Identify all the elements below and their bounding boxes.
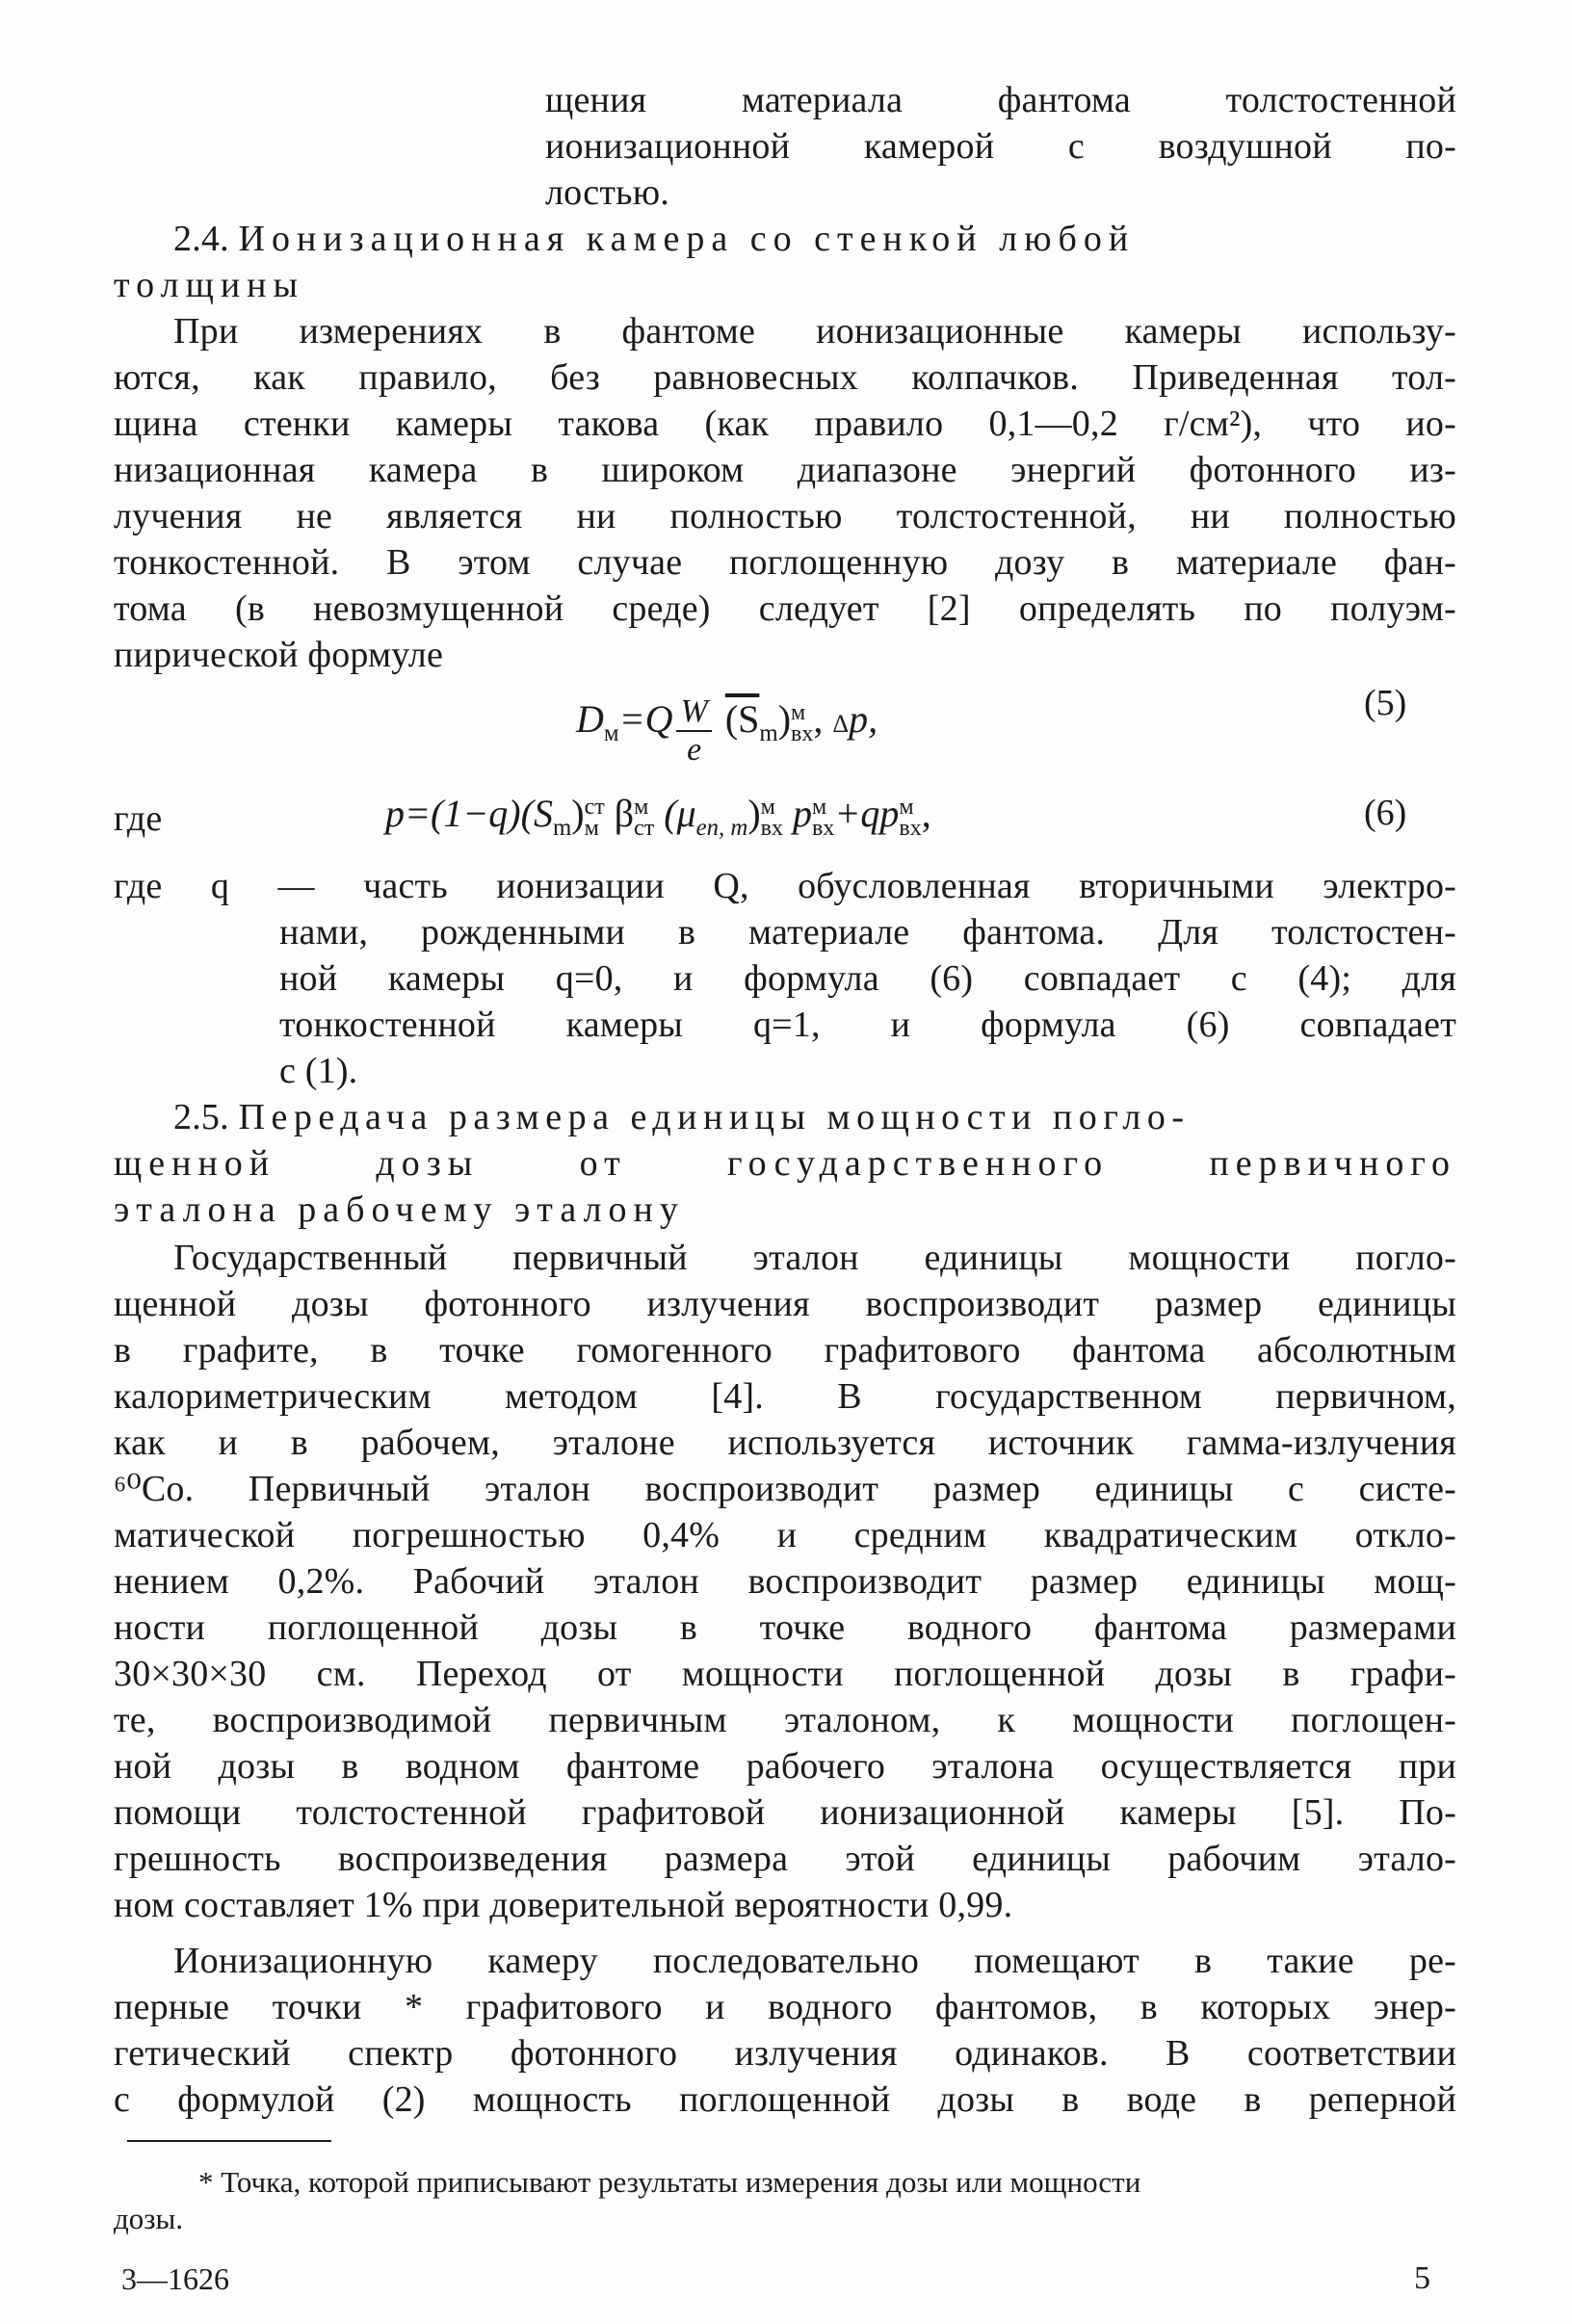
para-2-4-line-7: тома (в невозмущенной среде) следует [2] определять по полуэм- xyxy=(114,588,1456,629)
para-2-4-line-1: При измерениях в фантоме ионизационные камеры использу- xyxy=(173,311,1456,352)
top-line-3: лостью. xyxy=(545,172,670,213)
eq5-s-sup: м xyxy=(791,700,806,725)
eq6-mu-sub2: вх xyxy=(760,815,784,841)
eq6-beta-sup: м xyxy=(634,794,649,820)
eq6-s-scripts xyxy=(585,796,605,839)
equation-5-number: (5) xyxy=(1364,683,1407,723)
eq6-comma: , xyxy=(921,792,931,835)
eq5-stopping-power: (S xyxy=(724,697,760,742)
section-2-4-heading xyxy=(173,216,1456,262)
where-q-line-1: где q — часть ионизации Q, обусловленная вторичными электро- xyxy=(114,866,1456,906)
equation-5 xyxy=(576,686,878,768)
para-2-5a-line-13: помощи толстостенной графитовой ионизационной камеры [5]. По- xyxy=(114,1792,1456,1833)
eq6-main: p=(1−q)(S xyxy=(385,792,553,835)
para-2-5a-line-3: в графите, в точке гомогенного графитового фантома абсолютным xyxy=(114,1330,1456,1371)
eq6-p1-scripts xyxy=(812,796,834,839)
section-2-4-title-line2: толщины xyxy=(114,265,305,305)
where-q-line-2: нами, рожденными в материале фантома. Для толстостен- xyxy=(279,912,1456,953)
eq6-p2-scripts xyxy=(899,796,921,839)
para-2-4-line-2: ются, как правило, без равновесных колпачков. Приведенная тол- xyxy=(114,357,1456,398)
eq6-s-sub: m xyxy=(552,815,572,841)
eq5-delta: Δ xyxy=(832,710,850,739)
eq6-beta-scripts xyxy=(634,796,654,839)
eq5-equals-q: =Q xyxy=(618,697,673,742)
para-2-5a-line-1: Государственный первичный эталон единицы мощности погло- xyxy=(173,1238,1456,1278)
para-2-5a-line-12: ной дозы в водном фантоме рабочего эталона осуществляется при xyxy=(114,1746,1456,1787)
section-2-5-title-line2: щенной дозы от государственного первичного xyxy=(114,1143,1456,1184)
eq6-mu-scripts xyxy=(761,796,783,839)
para-2-5a-line-15: ном составляет 1% при доверительной вероятности 0,99. xyxy=(114,1885,1013,1925)
para-2-5a-line-4: калориметрическим методом [4]. В государственном первичном, xyxy=(114,1376,1456,1417)
eq5-s-scripts xyxy=(791,702,813,744)
para-2-5a-line-9: ности поглощенной дозы в точке водного фантома размерами xyxy=(114,1607,1456,1648)
para-2-4-line-4: низационная камера в широком диапазоне энергий фотонного из- xyxy=(114,450,1456,490)
eq5-s-sub: m xyxy=(759,720,778,747)
para-2-4-line-8: пирической формуле xyxy=(114,635,444,675)
eq6-p2-sub: вх xyxy=(899,815,922,841)
eq6-p1-sup: м xyxy=(812,794,827,820)
footnote-rule xyxy=(127,2140,331,2142)
section-2-5-number: 2.5. xyxy=(173,1097,229,1137)
para-2-5a-line-10: 30×30×30 см. Переход от мощности поглощенной дозы в графи- xyxy=(114,1654,1456,1694)
eq6-p2-sup: м xyxy=(899,794,914,820)
para-2-5a-line-14: грешность воспроизведения размера этой единицы рабочим этало- xyxy=(114,1839,1456,1879)
para-2-5b-line-1: Ионизационную камеру последовательно помещают в такие ре- xyxy=(173,1941,1456,1981)
section-2-4-number: 2.4. xyxy=(173,219,229,259)
eq5-comma: , xyxy=(813,697,833,742)
equation-6 xyxy=(385,790,931,852)
eq6-beta-sub: ст xyxy=(634,815,655,841)
para-2-5b-line-4: с формулой (2) мощность поглощенной дозы в воде в реперной xyxy=(114,2079,1456,2120)
print-code: 3—1626 xyxy=(121,2261,229,2296)
eq5-numerator: W xyxy=(676,693,711,732)
top-line-2: ионизационной камерой с воздушной по- xyxy=(545,126,1456,167)
para-2-5a-line-5: как и в рабочем, эталоне используется источник гамма-излучения xyxy=(114,1423,1456,1463)
eq6-p1-sub: вх xyxy=(812,815,835,841)
eq6-where-label: где xyxy=(114,798,163,839)
footnote-line-1: * Точка, которой приписывают результаты измерения дозы или мощности xyxy=(198,2165,1141,2199)
para-2-5a-line-7: матической погрешностью 0,4% и средним квадратическим откло- xyxy=(114,1515,1456,1555)
equation-6-number: (6) xyxy=(1364,793,1407,833)
top-line-1: щения материала фантома толстостенной xyxy=(545,80,1456,120)
eq5-dose-sub: м xyxy=(603,720,619,747)
where-q-line-4: тонкостенной камеры q=1, и формула (6) совпадает xyxy=(279,1005,1456,1045)
where-q-line-3: ной камеры q=0, и формула (6) совпадает с (4); для xyxy=(279,958,1456,999)
eq6-s-close: ) xyxy=(571,792,585,835)
page-number: 5 xyxy=(1414,2260,1430,2296)
eq5-fraction xyxy=(676,693,711,769)
para-2-4-line-5: лучения не является ни полностью толстостенной, ни полностью xyxy=(114,496,1456,536)
eq6-mu-sub: en, m xyxy=(695,815,748,841)
eq5-denominator: e xyxy=(687,732,702,768)
section-2-5-title-line3: эталона рабочему эталону xyxy=(114,1189,685,1230)
para-2-5a-line-11: те, воспроизводимой первичным эталоном, к мощности поглощен- xyxy=(114,1700,1456,1740)
para-2-5a-line-2: щенной дозы фотонного излучения воспроизводит размер единицы xyxy=(114,1284,1456,1324)
eq5-s-close: ) xyxy=(777,697,792,742)
section-2-5-title-line1: Передача размера единицы мощности погло- xyxy=(238,1097,1191,1137)
eq6-p1: p xyxy=(783,792,813,835)
eq5-s-sub2: вх xyxy=(791,721,814,746)
para-2-5a-line-8: нением 0,2%. Рабочий эталон воспроизводит размер единицы мощ- xyxy=(114,1561,1456,1602)
footnote-line-2: дозы. xyxy=(114,2202,184,2235)
para-2-5b-line-3: гетический спектр фотонного излучения одинаков. В соответствии xyxy=(114,2033,1456,2074)
eq6-beta: β xyxy=(604,792,635,835)
eq6-mu-sup: м xyxy=(760,794,775,820)
section-2-5-heading xyxy=(173,1094,1456,1140)
para-2-5a-line-6: ⁶⁰Co. Первичный эталон воспроизводит размер единицы с систе- xyxy=(114,1469,1456,1509)
eq6-plus-qp: +qp xyxy=(834,792,900,835)
eq6-mu-close: ) xyxy=(747,792,761,835)
para-2-5b-line-2: перные точки * графитового и водного фантомов, в которых энер- xyxy=(114,1987,1456,2027)
eq5-p: p, xyxy=(849,697,878,742)
para-2-4-line-6: тонкостенной. В этом случае поглощенную дозу в материале фан- xyxy=(114,542,1456,583)
eq5-dose-symbol: D xyxy=(576,697,604,742)
where-q-line-5: с (1). xyxy=(279,1051,358,1091)
eq6-s-sub2: м xyxy=(584,815,599,841)
para-2-4-line-3: щина стенки камеры такова (как правило 0,1—0,2 г/см²), что ио- xyxy=(114,404,1456,444)
eq6-s-sup: ст xyxy=(584,794,605,820)
eq6-mu: (μ xyxy=(654,792,696,835)
section-2-4-title-line1: Ионизационная камера со стенкой любой xyxy=(238,219,1136,259)
